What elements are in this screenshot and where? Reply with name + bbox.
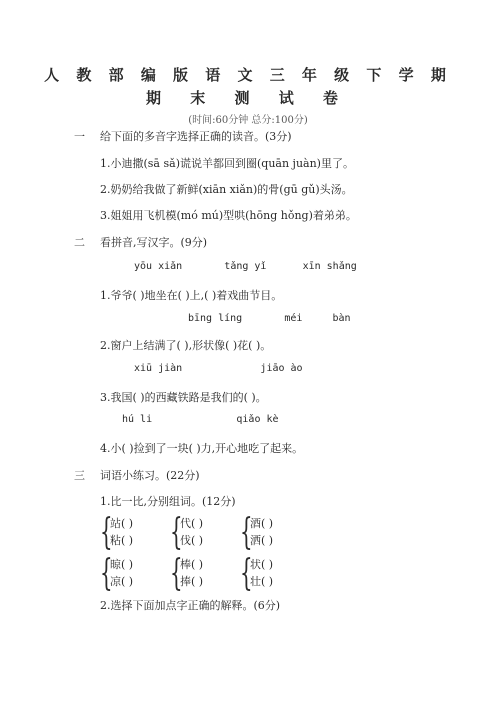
brace-glyph: { (240, 553, 253, 594)
brace-glyph: { (240, 512, 253, 553)
sub-question: 1.比一比,分别组词。(12分) (100, 495, 236, 508)
section-number: 一 (74, 130, 85, 143)
compare-word: 壮( ) (250, 575, 274, 588)
compare-word: 捧( ) (180, 575, 204, 588)
compare-word: 代( ) (180, 517, 204, 530)
brace-glyph: { (100, 512, 113, 553)
compare-word-group (170, 512, 232, 553)
compare-word-group (240, 553, 302, 594)
section-3-heading (74, 467, 200, 483)
compare-word: 棒( ) (180, 558, 204, 571)
brace-glyph: { (100, 553, 113, 594)
pinyin-line: xiū jiàn jiāo ào (134, 363, 303, 374)
compare-word: 伐( ) (180, 534, 204, 547)
section-number: 三 (74, 469, 85, 482)
pinyin-line: bīng líng méi bàn (188, 313, 351, 324)
question-item: 2.窗户上结满了( ),形状像( )花( )。 (100, 339, 272, 352)
compare-word-group (100, 512, 162, 553)
section-2-heading (74, 234, 207, 250)
exam-subtitle-title: 期 末 测 试 卷 (146, 89, 350, 107)
compare-word: 酒( ) (250, 517, 274, 530)
pinyin-line: yōu xiǎn tǎng yǐ xīn shǎng (134, 261, 357, 272)
sub-question: 2.选择下面加点字正确的解释。(6分) (100, 599, 281, 612)
compare-word-group (170, 553, 232, 594)
question-item: 3.我国( )的西藏铁路是我们的( )。 (100, 391, 267, 404)
section-title: 词语小练习。(22分) (100, 469, 200, 482)
question-item: 1.小迪撒(sā sǎ)谎说羊都回到圈(quān juàn)里了。 (100, 157, 354, 170)
question-item: 4.小( )捡到了一块( )力,开心地吃了起来。 (100, 442, 304, 455)
question-item: 3.姐姐用飞机模(mó mú)型哄(hōng hǒng)着弟弟。 (100, 209, 357, 222)
compare-word: 晾( ) (110, 558, 134, 571)
compare-word-group (240, 512, 302, 553)
exam-title: 人 教 部 编 版 语 文 三 年 级 下 学 期 (44, 66, 452, 84)
section-number: 二 (74, 236, 85, 249)
compare-word: 状( ) (250, 558, 274, 571)
exam-time-score: (时间:60分钟 总分:100分) (188, 115, 308, 126)
question-item: 2.奶奶给我做了新鲜(xiān xiǎn)的骨(gū gǔ)头汤。 (100, 183, 353, 196)
compare-word: 粘( ) (110, 534, 134, 547)
section-title: 给下面的多音字选择正确的读音。(3分) (100, 130, 292, 143)
pinyin-line: hú li qiǎo kè (122, 414, 279, 425)
compare-word: 洒( ) (250, 534, 274, 547)
brace-glyph: { (170, 512, 183, 553)
question-item: 1.爷爷( )地坐在( )上,( )着戏曲节目。 (100, 289, 283, 302)
compare-word: 凉( ) (110, 575, 134, 588)
section-title: 看拼音,写汉字。(9分) (100, 236, 208, 249)
section-1-heading (74, 128, 292, 144)
brace-glyph: { (170, 553, 183, 594)
compare-word-group (100, 553, 162, 594)
compare-word: 站( ) (110, 517, 134, 530)
